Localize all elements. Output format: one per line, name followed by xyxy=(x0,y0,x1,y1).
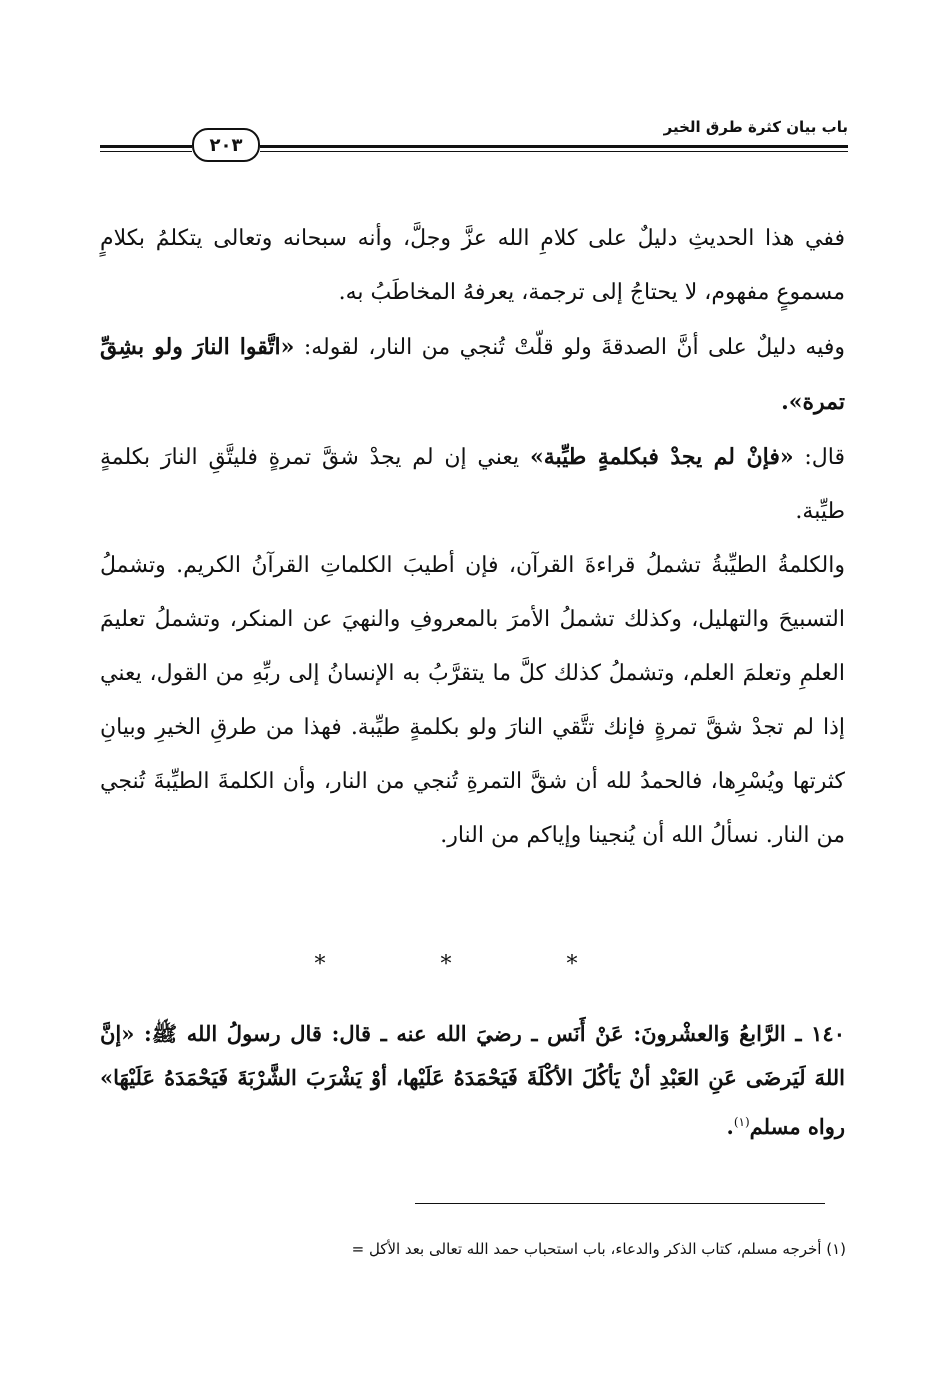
footnote: (١) أخرجه مسلم، كتاب الذكر والدعاء، باب استحباب حمد الله تعالى بعد الأكل = xyxy=(351,1240,846,1258)
main-text xyxy=(100,212,845,863)
paragraph-3-quote: «فإنْ لم يجدْ فبكلمةٍ طيِّبة» xyxy=(529,444,794,470)
paragraph-3-after: يعني إن لم يجدْ شقَّ تمرةٍ فليتَّقِ النارَ بكلمةٍ طيِّبة. xyxy=(100,445,845,524)
paragraph-3 xyxy=(100,430,845,539)
paragraph-2-text: وفيه دليلٌ على أنَّ الصدقةَ ولو قلّتْ تُنجي من النار، لقوله: xyxy=(294,335,846,360)
page-number-text: ٢٠٣ xyxy=(209,134,243,156)
paragraph-4: والكلمةُ الطيِّبةُ تشملُ قراءةَ القرآن، فإن أطيبَ الكلماتِ القرآنُ الكريم. وتشملُ التسبيحَ والتهليل، وكذلك تشملُ الأمرَ بالمعروفِ والنهيَ عن المنكر، وتشملُ تعليمَ العلمِ وتعلمَ العلم، وتشملُ كذلك كلَّ ما يتقرَّبُ به الإنسانُ إلى ربِّهِ من القول، يعني إذا لم تجدْ شقَّ تمرةٍ فإنك تتَّقي النارَ ولو بكلمةٍ طيِّبة. فهذا من طرقِ الخيرِ وبيانِ كثرتها ويُسْرِها، فالحمدُ لله أن شقَّ التمرةِ تُنجي من النار، وأن الكلمةَ الطيِّبةَ تُنجي من النار. نسألُ الله أن يُنجينا وإياكم من النار. xyxy=(100,553,845,848)
paragraph-3-text: قال: xyxy=(793,445,846,470)
footnote-rule xyxy=(415,1203,825,1204)
header-rule-left-thin xyxy=(100,151,192,152)
paragraph-1: ففي هذا الحديثِ دليلٌ على كلامِ الله عزَّ وجلَّ، وأنه سبحانه وتعالى يتكلمُ بكلامٍ مسموعٍ مفهوم، لا يحتاجُ إلى ترجمة، يعرفهُ المخاطَبُ به. xyxy=(100,226,845,305)
page-number xyxy=(192,128,260,162)
page-header xyxy=(100,118,848,168)
footnote-reference: (١) xyxy=(733,1115,750,1129)
header-rule-right-thin xyxy=(260,151,848,152)
chapter-title: باب بيان كثرة طرق الخير xyxy=(663,118,848,136)
header-rule-right-thick xyxy=(260,145,848,148)
paragraph-2-quote: «اتَّقوا النارَ ولو بشِقِّ تمرة». xyxy=(100,334,845,415)
paragraph-2 xyxy=(100,320,845,430)
hadith-end: . xyxy=(726,1114,734,1139)
header-rule-left-thick xyxy=(100,145,192,148)
hadith-body: ١٤٠ ـ الرَّابعُ وَالعشْرونَ: عَنْ أَنَس ـ رضيَ الله عنه ـ قال: قال رسولُ الله ﷺ: «إنَّ اللهَ لَيَرضَى عَنِ العَبْدِ أنْ يَأكُلَ الأكْلَةَ فَيَحْمَدَهُ عَلَيْها، أوْ يَشْرَبَ الشَّرْبَةَ فَيَحْمَدَهُ عَلَيْهَا» رواه مسلم xyxy=(100,1021,845,1139)
section-separator: * * * xyxy=(314,952,632,977)
hadith-text xyxy=(100,1012,845,1149)
